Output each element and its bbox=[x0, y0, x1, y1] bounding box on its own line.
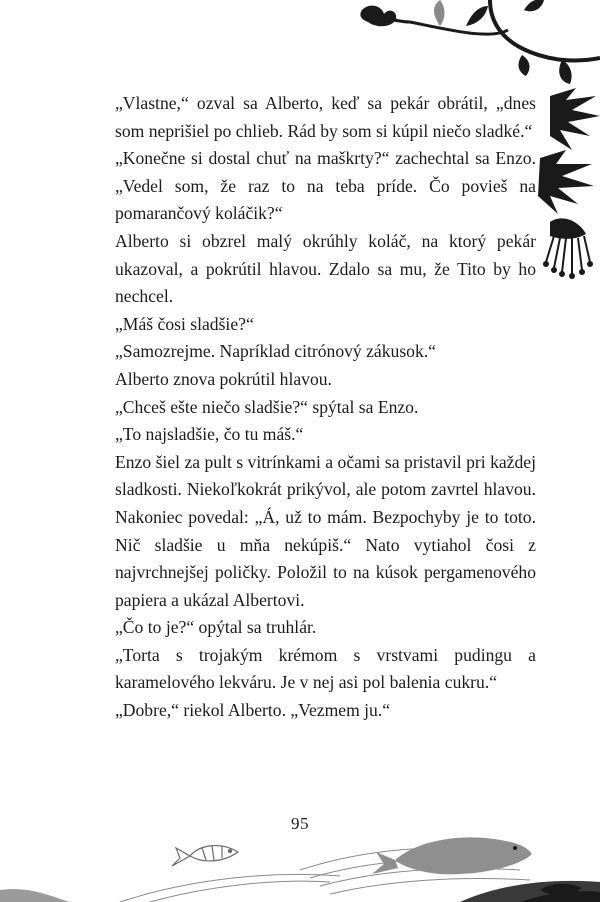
paragraph: Alberto znova pokrútil hlavou. bbox=[115, 368, 332, 389]
leaf bbox=[466, 6, 488, 26]
paragraph: „Vlastne,“ ozval sa Alberto, keď sa pekár obrátil, „dnes som neprišiel po chlieb. Rád by som si kúpil niečo sladké.“ bbox=[115, 93, 536, 141]
fish bbox=[395, 837, 532, 874]
paragraph: „Torta s trojakým krémom s vrstvami pudingu a karamelového lekváru. Je v nej asi pol balenia cukru.“ bbox=[115, 644, 536, 693]
paragraph: „Čo to je?“ opýtal sa truhlár. bbox=[115, 617, 317, 638]
paragraph: „To najsladšie, čo tu máš.“ bbox=[115, 424, 304, 445]
leaf bbox=[434, 0, 445, 26]
paragraph: „Chceš ešte niečo sladšie?“ spýtal sa Enzo. bbox=[115, 396, 419, 417]
leaf bbox=[519, 55, 530, 76]
page-number: 95 bbox=[291, 814, 309, 833]
fish-outline bbox=[172, 846, 238, 866]
paragraph: Enzo šiel za pult s vitrínkami a očami sa pristavil pri každej sladkosti. Niekoľkokrát prikývol, ale potom zavrtel hlavou. Nakoniec povedal: „Á, už to mám. Bezpochyby je to toto. Nič sladšie u mňa nekúpiš.“ Nato vytiahol čosi z najvrchnejšej poličky. Položil to na kúsok pergamenového papiera a ukázal Albertovi. bbox=[115, 451, 536, 610]
drooping-flower bbox=[550, 218, 586, 238]
spiky-flower bbox=[550, 88, 600, 150]
wave bbox=[0, 889, 70, 902]
leaf bbox=[524, 0, 544, 11]
leaf bbox=[559, 60, 571, 84]
spiky-flower bbox=[538, 150, 594, 214]
paragraph: „Máš čosi sladšie?“ bbox=[115, 313, 254, 334]
paragraph: „Konečne si dostal chuť na maškrty?“ zachechtal sa Enzo. „Vedel som, že raz to na teba príde. Čo povieš na pomarančový koláčik?“ bbox=[115, 148, 536, 224]
chapter-text bbox=[115, 90, 536, 725]
paragraph: „Samozrejme. Napríklad citrónový zákusok.“ bbox=[115, 341, 436, 362]
flower-bud bbox=[360, 6, 396, 27]
fish-wave-illustration bbox=[0, 830, 600, 902]
paragraph: Alberto si obzrel malý okrúhly koláč, na ktorý pekár ukazoval, a pokrútil hlavou. Zdalo sa mu, že Tito by ho nechcel. bbox=[115, 230, 536, 307]
paragraph: „Dobre,“ riekol Alberto. „Vezmem ju.“ bbox=[115, 700, 391, 721]
